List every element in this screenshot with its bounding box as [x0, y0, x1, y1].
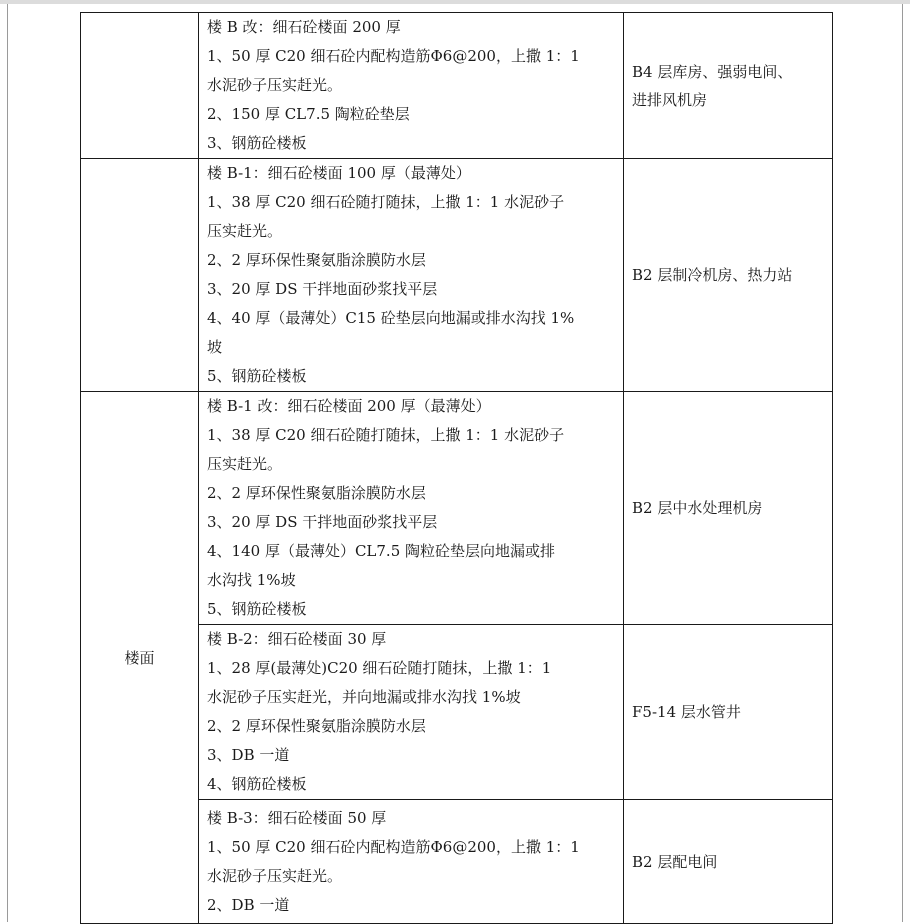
location-cell	[624, 800, 833, 924]
spec-line: 3、钢筋砼楼板	[207, 134, 307, 152]
category-cell	[81, 392, 199, 924]
right-scroll-gutter	[902, 4, 910, 922]
location-cell	[624, 13, 833, 159]
spec-line: 楼 B-3：细石砼楼面 50 厚	[207, 808, 387, 827]
spec-description-cell	[199, 800, 624, 924]
floor-spec-table	[80, 12, 833, 924]
spec-line: 楼 B 改：细石砼楼面 200 厚	[207, 18, 401, 36]
left-scroll-gutter	[0, 4, 8, 922]
location-text: B2 层制冷机房、热力站	[632, 266, 793, 284]
spec-line: 压实赶光。	[207, 455, 283, 473]
spec-line: 4、140 厚（最薄处）CL7.5 陶粒砼垫层向地漏或排	[207, 542, 556, 560]
spec-line: 2、2 厚环保性聚氨脂涂膜防水层	[207, 251, 426, 269]
spec-line: 2、2 厚环保性聚氨脂涂膜防水层	[207, 484, 426, 502]
table-row	[81, 13, 833, 159]
location-cell	[624, 625, 833, 800]
spec-line: 5、钢筋砼楼板	[207, 367, 307, 385]
spec-line: 2、150 厚 CL7.5 陶粒砼垫层	[207, 105, 410, 123]
table-row	[81, 392, 833, 625]
spec-line: 1、50 厚 C20 细石砼内配构造筋Φ6@200，上撒 1：1	[207, 47, 580, 65]
spec-description-cell	[199, 13, 624, 159]
location-text: B2 层配电间	[632, 852, 718, 871]
location-text: F5-14 层水管井	[632, 703, 741, 721]
location-text: B4 层库房、强弱电间、	[632, 62, 793, 81]
category-cell-empty	[81, 13, 199, 159]
spec-line: 楼 B-2：细石砼楼面 30 厚	[207, 630, 387, 648]
spec-line: 4、钢筋砼楼板	[207, 775, 307, 793]
spec-line: 1、38 厚 C20 细石砼随打随抹，上撒 1：1 水泥砂子	[207, 193, 565, 211]
spec-line: 水泥砂子压实赶光。	[207, 76, 343, 94]
spec-line: 1、50 厚 C20 细石砼内配构造筋Φ6@200，上撒 1：1	[207, 837, 580, 856]
location-cell	[624, 392, 833, 625]
spec-line: 5、钢筋砼楼板	[207, 600, 307, 618]
spec-line: 3、20 厚 DS 干拌地面砂浆找平层	[207, 513, 438, 531]
spec-description-cell	[199, 392, 624, 625]
table-row	[81, 159, 833, 392]
spec-line: 3、DB 一道	[207, 746, 290, 764]
spec-line: 坡	[207, 338, 223, 356]
spec-line: 楼 B-1：细石砼楼面 100 厚（最薄处）	[207, 164, 471, 182]
spec-line: 楼 B-1 改：细石砼楼面 200 厚（最薄处）	[207, 397, 491, 415]
spec-line: 3、20 厚 DS 干拌地面砂浆找平层	[207, 280, 438, 298]
location-text: 进排风机房	[632, 90, 708, 109]
location-text: B2 层中水处理机房	[632, 499, 763, 517]
spec-description-cell	[199, 159, 624, 392]
spec-line: 2、2 厚环保性聚氨脂涂膜防水层	[207, 717, 426, 735]
spec-line: 4、40 厚（最薄处）C15 砼垫层向地漏或排水沟找 1%	[207, 309, 575, 327]
spec-description-cell	[199, 625, 624, 800]
category-cell-empty	[81, 159, 199, 392]
spec-line: 1、28 厚(最薄处)C20 细石砼随打随抹，上撒 1：1	[207, 659, 552, 677]
spec-line: 2、DB 一道	[207, 895, 290, 914]
category-label: 楼面	[124, 649, 155, 667]
spec-line: 水泥砂子压实赶光。	[207, 866, 343, 885]
location-cell	[624, 159, 833, 392]
spec-line: 1、38 厚 C20 细石砼随打随抹，上撒 1：1 水泥砂子	[207, 426, 565, 444]
spec-line: 水沟找 1%坡	[207, 571, 296, 589]
spec-line: 压实赶光。	[207, 222, 283, 240]
spec-line: 水泥砂子压实赶光，并向地漏或排水沟找 1%坡	[207, 688, 521, 706]
